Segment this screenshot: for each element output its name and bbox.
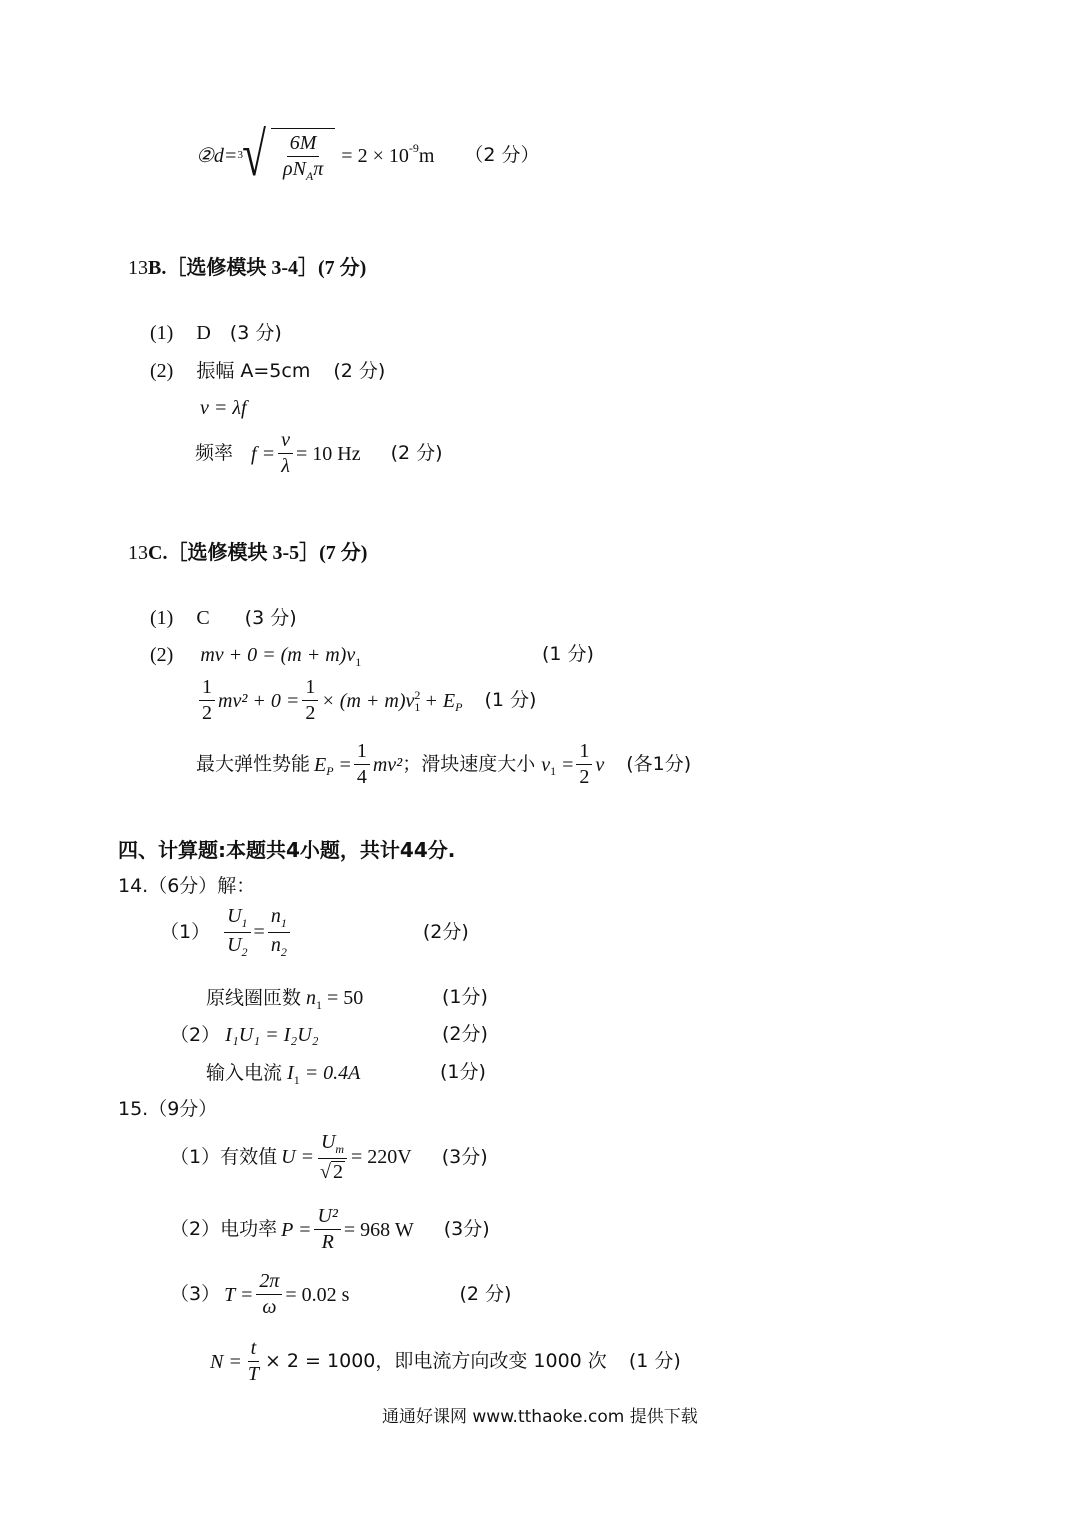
formula-d-num: 6M	[287, 133, 320, 157]
q15-p4-score: (1 分)	[628, 1350, 681, 1372]
13b-freq-result: = 10 Hz	[295, 442, 361, 465]
13b-q1-score: (3 分)	[229, 322, 282, 344]
13c-max-num: 1	[354, 741, 370, 765]
13b-q2-score: (2 分)	[333, 360, 386, 382]
q15-p1-var: U =	[281, 1146, 315, 1169]
13b-q2	[150, 361, 385, 381]
q14-turns-val: = 50	[327, 987, 364, 1009]
q14-cur-score: (1分)	[440, 1061, 486, 1083]
13c-eq2-half-den-2: 2	[305, 702, 316, 724]
q15-p2-val: = 968 W	[343, 1218, 414, 1241]
q15-p3-label: （3）	[170, 1283, 221, 1305]
q14-p2-eq: I₁U₁ = I₂U₂	[225, 1024, 319, 1046]
13c-max-label: 最大弹性势能	[196, 753, 311, 775]
q14-p1-den-r-sub: 2	[280, 944, 287, 959]
13b-freq-num: v	[278, 430, 293, 454]
formula-d-den-pi: π	[313, 157, 324, 180]
13c-eq2-half-den: 2	[202, 702, 212, 724]
q14-cur-label: 输入电流	[206, 1062, 283, 1084]
q15-p2-score: (3分)	[443, 1218, 490, 1240]
13c-q1	[150, 608, 297, 628]
13b-freq-f: f =	[251, 442, 276, 465]
13c-v1-num: 1	[576, 741, 592, 765]
q15-p3-den: ω	[262, 1296, 277, 1318]
13c-eq2-tail: + E	[424, 689, 456, 712]
q15-p4-den: T	[247, 1363, 259, 1385]
q15-p2-var: P =	[281, 1218, 312, 1241]
q14-head: 14.（6分）解：	[118, 875, 256, 897]
13b-freq-den: λ	[281, 455, 290, 477]
13b-freq-fraction	[278, 430, 293, 477]
13c-max-tail: mv²	[372, 753, 403, 776]
q14-p2	[170, 1023, 488, 1046]
root-index: 3	[237, 149, 243, 162]
q14-p2-score: (2分)	[442, 1023, 488, 1045]
13b-freq-score: (2 分)	[390, 442, 443, 464]
formula-d-den-rho: ρN	[282, 157, 306, 180]
13b-q1-answer: D	[196, 322, 211, 344]
q15-p4-fraction	[245, 1338, 262, 1385]
13b-q1-label: (1)	[150, 322, 174, 344]
section-13b-num: 13	[128, 257, 148, 279]
q14-cur-sub: 1	[293, 1073, 300, 1087]
13c-max-fraction	[354, 741, 370, 788]
q15-p2-fraction	[314, 1206, 340, 1253]
13c-q2-eq1-score: (1 分)	[542, 643, 594, 665]
formula-d	[196, 121, 540, 189]
13c-v1: v	[541, 753, 551, 776]
formula-d-prefix: ②d=	[196, 144, 238, 167]
section-13c-heading	[128, 543, 367, 563]
13c-eq2	[196, 677, 536, 724]
section-13c-title: C.［选修模块 3-5］(7 分)	[148, 542, 368, 564]
q14-p1-den-l-sub: 2	[241, 944, 248, 959]
13c-max-ep: E	[314, 753, 327, 776]
13c-q1-score: (3 分)	[244, 607, 297, 629]
q15-p3-num: 2π	[256, 1271, 282, 1295]
13c-q1-label: (1)	[150, 607, 174, 629]
q15-p3-score: (2 分)	[459, 1283, 512, 1305]
formula-d-exp: -9	[408, 140, 419, 155]
13c-v1-eq: =	[562, 753, 574, 776]
q14-p1-num-r-sub: 1	[280, 916, 287, 930]
13b-freq	[195, 430, 443, 477]
13c-eq2-right: × (m + m)v	[321, 689, 415, 712]
q15-p2	[170, 1206, 490, 1253]
q14-p1-label: （1）	[160, 920, 211, 943]
q15-p2-den: R	[321, 1231, 334, 1253]
q15-p3-var: T =	[224, 1283, 254, 1306]
q14-p1-frac-right	[268, 906, 290, 958]
q15-p1-val: = 220V	[351, 1146, 412, 1169]
q14-p1-eq: =	[253, 921, 265, 944]
q15-p1-den: 2	[333, 1160, 344, 1183]
q15-p1-num: U	[320, 1131, 336, 1153]
section-13c-num: 13	[128, 542, 148, 564]
section-4-heading: 四、计算题:本题共4小题，共计44分.	[118, 838, 456, 862]
13c-eq2-half-num-2: 1	[302, 677, 318, 701]
q14-cur-var: I	[287, 1062, 294, 1084]
q15-p1-label: （1）有效值	[170, 1145, 278, 1168]
q15-p3-val: = 0.02 s	[285, 1283, 350, 1306]
13c-v1-fraction	[576, 741, 592, 788]
13b-freq-label: 频率	[195, 442, 234, 464]
13c-max-eq: =	[339, 753, 351, 776]
q14-p1-den-l: U	[227, 933, 242, 956]
13c-eq2-half-left	[199, 677, 215, 724]
13c-v1-sub: 1	[550, 763, 557, 778]
13c-eq2-score: (1 分)	[484, 689, 537, 711]
q15-p4-val: × 2 = 1000，即电流方向改变 1000 次	[264, 1350, 607, 1372]
q15-p2-label: （2）电功率	[170, 1218, 278, 1240]
q14-p1-num-l-sub: 1	[241, 916, 248, 930]
q14-turns-sub: 1	[316, 998, 323, 1012]
formula-d-fraction	[280, 133, 326, 183]
q15-p3	[170, 1271, 511, 1318]
13b-q2-label: (2)	[150, 360, 174, 382]
section-13b-title: B.［选修模块 3-4］(7 分)	[148, 257, 367, 279]
q14-p1-frac-left	[224, 906, 250, 958]
q15-p1-score: (3分)	[441, 1145, 488, 1168]
q15-p1-fraction	[317, 1132, 348, 1183]
13b-eq-v: v = λf	[200, 397, 247, 419]
q14-turns-score: (1分)	[442, 986, 488, 1008]
q15-p2-num: U²	[314, 1206, 340, 1230]
formula-d-result: = 2 × 10	[341, 144, 409, 167]
13c-q2	[150, 643, 594, 669]
q15-p1	[170, 1132, 488, 1183]
13c-v1-tail: v	[595, 753, 605, 776]
13c-max	[196, 741, 691, 788]
13c-q2-eq1-sub: 1	[355, 655, 362, 669]
13c-eq2-half-right	[302, 677, 318, 724]
formula-d-unit: m	[418, 144, 435, 167]
q15-p3-fraction	[256, 1271, 282, 1318]
q14-current	[206, 1061, 486, 1087]
sqrt-sign: √	[320, 1160, 332, 1183]
13c-sep: ；滑块速度大小	[402, 753, 536, 775]
13b-q2-answer: 振幅 A=5cm	[196, 360, 311, 382]
q15-p1-num-sub: m	[335, 1142, 345, 1156]
13b-q1	[150, 323, 282, 343]
13c-q2-label: (2)	[150, 644, 174, 666]
q14-turns-var: n	[306, 987, 317, 1009]
q14-turns-label: 原线圈匝数	[206, 987, 302, 1009]
13c-eq2-tail-sub: P	[455, 699, 463, 714]
13c-eq2-right-sup: 2	[414, 687, 421, 702]
q14-p2-label: （2）	[170, 1024, 221, 1046]
13c-q2-eq1: mv + 0 = (m + m)v	[200, 644, 356, 666]
13c-max-den: 4	[356, 766, 367, 788]
13c-max-score: (各1分)	[626, 753, 692, 775]
q14-p1	[160, 906, 469, 958]
q15-p4-var: N =	[210, 1350, 242, 1373]
q14-turns	[206, 986, 488, 1012]
formula-d-score: （2 分）	[464, 144, 540, 167]
13c-q1-answer: C	[196, 607, 210, 629]
13c-eq2-right-sub: 1	[414, 699, 421, 714]
q14-cur-val: = 0.4A	[304, 1062, 361, 1084]
q15-p4-num: t	[248, 1338, 260, 1362]
q15-p4	[210, 1338, 681, 1385]
13c-max-ep-sub: P	[326, 763, 334, 778]
footer-text: 通通好课网 www.tthaoke.com 提供下载	[382, 1407, 698, 1427]
13c-eq2-left: mv² + 0 =	[218, 689, 300, 712]
formula-d-den-sub: A	[305, 168, 314, 183]
radical-sign: √	[242, 121, 266, 189]
q14-p1-num-r: n	[270, 905, 281, 927]
q15-head: 15.（9分）	[118, 1098, 218, 1120]
cube-root	[237, 121, 335, 189]
q14-p1-den-r: n	[270, 933, 281, 956]
q14-p1-score: (2分)	[422, 920, 469, 943]
13c-v1-den: 2	[579, 766, 590, 788]
q14-p1-num-l: U	[227, 905, 242, 927]
section-13b-heading	[128, 258, 366, 278]
13c-eq2-half-num: 1	[199, 677, 215, 701]
